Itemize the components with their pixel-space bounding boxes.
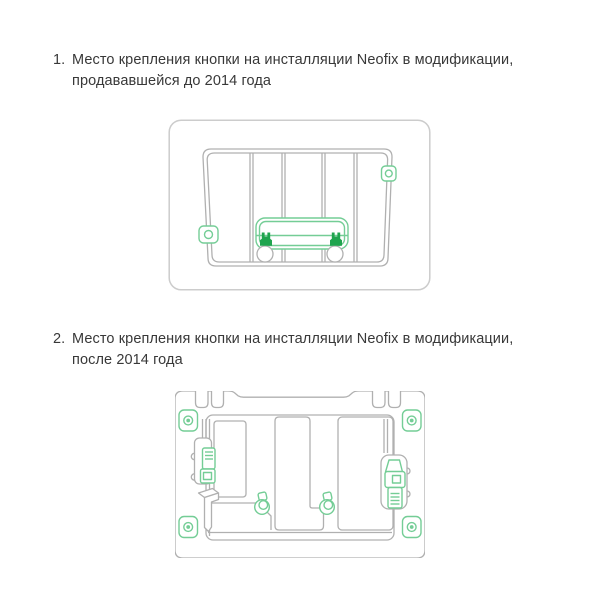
side-tab-left bbox=[199, 226, 218, 243]
diagram-pre-2014 bbox=[168, 119, 431, 291]
corner-screw-tab-bottom-left bbox=[179, 517, 198, 538]
corner-screw-tab-bottom-right bbox=[403, 517, 422, 538]
instruction-text-line: после 2014 года bbox=[72, 352, 183, 368]
side-tab-right bbox=[382, 166, 397, 181]
instruction-number-1: 1. bbox=[53, 52, 66, 68]
instruction-item-2 bbox=[53, 329, 513, 371]
instruction-text-line: Место крепления кнопки на инсталляции Neofix в модификации, bbox=[72, 52, 514, 68]
mount-circle-right bbox=[327, 246, 343, 262]
instruction-item-1 bbox=[53, 50, 513, 92]
instruction-text-2 bbox=[72, 329, 513, 371]
panel-section-left bbox=[214, 421, 246, 497]
instruction-text-1 bbox=[72, 50, 513, 92]
latch-right bbox=[385, 460, 405, 508]
diagram-pre-2014-svg bbox=[168, 119, 431, 291]
mount-circle-left bbox=[257, 246, 273, 262]
instruction-number-2: 2. bbox=[53, 331, 66, 347]
corner-screw-tab-top-right bbox=[403, 410, 422, 431]
diagram-post-2014-svg bbox=[175, 391, 425, 558]
instruction-text-line: продававшейся до 2014 года bbox=[72, 73, 272, 89]
corner-screw-tab-top-left bbox=[179, 410, 198, 431]
latch-left bbox=[201, 448, 216, 483]
instruction-text-line: Место крепления кнопки на инсталляции Neofix в модификации, bbox=[72, 331, 514, 347]
diagram-post-2014 bbox=[175, 391, 425, 558]
